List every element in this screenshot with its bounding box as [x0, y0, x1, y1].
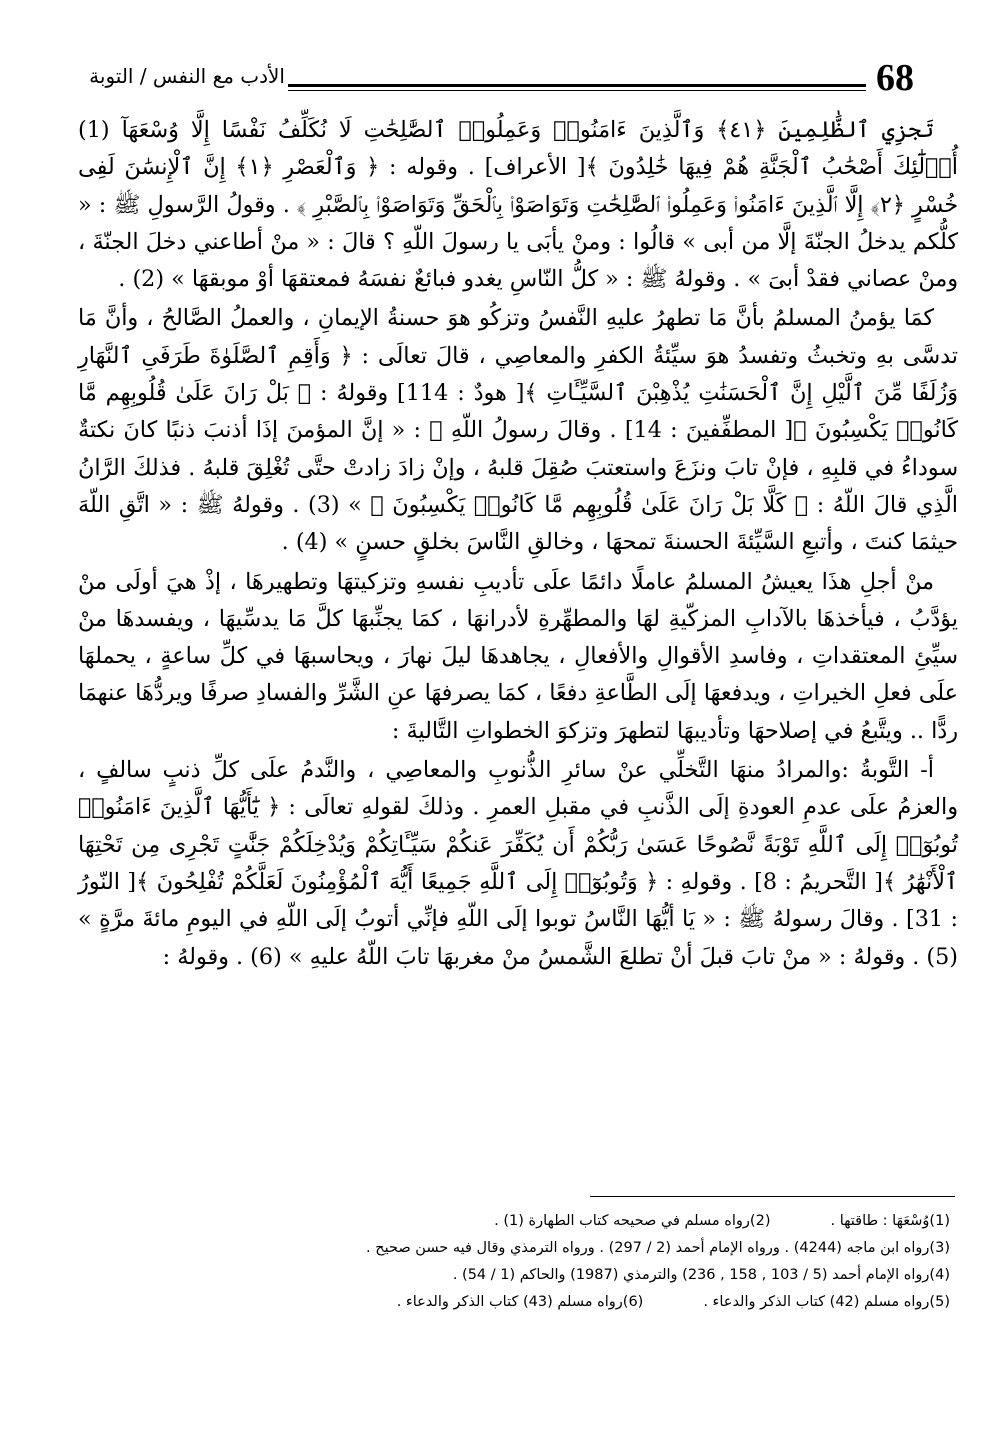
- page-header: [40, 52, 940, 100]
- header-rule-thin: [288, 90, 866, 91]
- footnote-line: [120, 1208, 950, 1235]
- footnote-separator: [590, 1196, 955, 1197]
- footnotes: [120, 1208, 950, 1316]
- footnote: (1)وُسْعَهَا : طاقتها .: [830, 1213, 950, 1229]
- footnote: (3)رواه ابن ماجه (4244) . ورواه الإمام أحمد (2 / 297) . ورواه الترمذي وقال فيه حسن صحيح .: [366, 1240, 950, 1256]
- paragraph: منْ أجلِ هذَا يعيشُ المسلمُ عاملًا دائمًا علَى تأديبِ نفسهِ وتزكيتهَا وتطهيرهَا ، إذْ هيَ أولَى منْ يؤدَّبُ ، فيأخذهَا بالآدابِ المزكّيةِ لهَا والمطهِّرةِ لأدرانهَا ، كمَا يجنِّبهَا كلَّ مَا يدسِّيهَا ، ويفسدهَا منْ سيِّئِ المعتقداتِ ، وفاسدِ الأقوالِ والأفعالِ ، يجاهدهَا ليلَ نهارَ ، ويحاسبهَا في كلِّ ساعةٍ ، يحملهَا علَى فعلِ الخيراتِ ، ويدفعهَا إلَى الطَّاعةِ دفعًا ، كمَا يصرفهَا عنِ الشَّرِّ والفسادِ صرفًا ويردُّهَا عنهمَا ردًّا .. ويتَّبعُ في إصلاحهَا وتأديبهَا لتطهرَ وتزكوَ الخطواتِ التَّاليةَ :: [78, 568, 958, 744]
- footnote-line: [120, 1289, 950, 1316]
- footnote: (5)رواه مسلم (42) كتاب الذكر والدعاء .: [703, 1294, 950, 1310]
- footnote-line: [120, 1262, 950, 1289]
- footnote: (4)رواه الإمام أحمد (5 / 103 , 158 , 236) والترمذي (1987) والحاكم (1 / 54) .: [452, 1267, 950, 1283]
- header-rule: [288, 84, 866, 87]
- footnote-line: [120, 1235, 950, 1262]
- paragraph: تَجزِي ٱلظَّٰلِمِينَ ﴿٤١﴾ وَٱلَّذِينَ ءَامَنُوا۟ وَعَمِلُوا۟ ٱلصَّٰلِحَٰتِ لَا نُكَلِّفُ نَفْسًا إِلَّا وُسْعَهَآ (1) أُو۟لَٰٓئِكَ أَصْحَٰبُ ٱلْجَنَّةِ هُمْ فِيهَا خَٰلِدُونَ ﴾[ الأعراف] . وقوله : ﴿ وَٱلْعَصْرِ ﴿١﴾ إِنَّ ٱلْإِنسَٰنَ لَفِى خُسْرٍ ﴿٢﴾ إِلَّا ٱلَّذِينَ ءَامَنُوا۟ وَعَمِلُوا۟ ٱلصَّٰلِحَٰتِ وَتَوَاصَوْا۟ بِٱلْحَقِّ وَتَوَاصَوْا۟ بِٱلصَّبْرِ ﴾ . وقولُ الرَّسولِ ﷺ : « كلُّكم يدخلُ الجنّةَ إلَّا من أبى » قالُوا : ومنْ يأبَى يا رسولَ اللّهِ ؟ قالَ : « منْ أطاعني دخلَ الجنّةَ ، ومنْ عصاني فقدْ أبىَ » . وقولهُ ﷺ : « كلُّ النّاسِ يغدو فبائعٌ نفسَهُ فمعتقهَا أوْ موبقهَا » (2) .: [78, 117, 958, 293]
- footnote: (6)رواه مسلم (43) كتاب الذكر والدعاء .: [396, 1294, 644, 1310]
- paragraph: أ- التَّوبةُ :والمرادُ منهَا التَّخلِّي عنْ سائرِ الذُّنوبِ والمعاصِي ، والنَّدمُ علَى كلِّ ذنبٍ سالفٍ ، والعزمُ علَى عدمِ العودةِ إلَى الذَّنبِ في مقبلِ العمرِ . وذلكَ لقولهِ تعالَى : ﴿ يَٰٓأَيُّهَا ٱلَّذِينَ ءَامَنُوا۟ تُوبُوٓا۟ إِلَى ٱللَّهِ تَوْبَةً نَّصُوحًا عَسَىٰ رَبُّكُمْ أَن يُكَفِّرَ عَنكُمْ سَيِّـَٔاتِكُمْ وَيُدْخِلَكُمْ جَنَّٰتٍ تَجْرِى مِن تَحْتِهَا ٱلْأَنْهَٰرُ ﴾[ التَّحريمُ : 8] . وقولهِ : ﴿ وَتُوبُوٓا۟ إِلَى ٱللَّهِ جَمِيعًا أَيُّهَ ٱلْمُؤْمِنُونَ لَعَلَّكُمْ تُفْلِحُونَ ﴾[ النّورُ : 31] . وقالَ رسولهُ ﷺ : « يَا أيُّهَا النَّاسُ توبوا إلَى اللّهِ فإنِّي أتوبُ إلَى اللّهِ في اليومِ مائةَ مرَّةٍ » (5) . وقولهُ : « منْ تابَ قبلَ أنْ تطلعَ الشَّمسُ منْ مغربهَا تابَ اللّهُ عليهِ » (6) . وقولهُ :: [78, 757, 958, 970]
- page-number: 68: [876, 57, 914, 99]
- main-text: [78, 112, 958, 976]
- paragraph: كمَا يؤمنُ المسلمُ بأنَّ مَا تطهرُ عليهِ النَّفسُ وتزكُو هوَ حسنةُ الإيمانِ ، والعملُ الصَّالحُ ، وأنَّ مَا تدسَّى بهِ وتخبثُ وتفسدُ هوَ سيِّئةُ الكفرِ والمعاصِي ، قالَ تعالَى : ﴿ وَأَقِمِ ٱلصَّلَوٰةَ طَرَفَىِ ٱلنَّهَارِ وَزُلَفًا مِّنَ ٱلَّيْلِ إِنَّ ٱلْحَسَنَٰتِ يُذْهِبْنَ ٱلسَّيِّـَٔاتِ ﴾[ هودٌ : 114] وقولهُ : ﴿ بَلْ رَانَ عَلَىٰ قُلُوبِهِم مَّا كَانُوا۟ يَكْسِبُونَ ﴾[ المطفِّفينَ : 14] . وقالَ رسولُ اللّهِ ﷺ : « إنَّ المؤمنَ إذَا أذنبَ ذنبًا كانَ نكتةٌ سوداءُ في قلبِهِ ، فإنْ تابَ ونزَعَ واستعتبَ صُقِلَ قلبهُ ، وإنْ زادَ زادتْ حتَّى تُغْلِقَ قلبهُ . فذلكَ الرَّانُ الَّذِي قالَ اللّهُ : ﴿ كَلَّا بَلْ رَانَ عَلَىٰ قُلُوبِهِم مَّا كَانُوا۟ يَكْسِبُونَ ﴾ » (3) . وقولهُ ﷺ : « اتَّقِ اللّهَ حيثمَا كنتَ ، وأتبعِ السَّيِّئةَ الحسنةَ تمحهَا ، وخالقِ النَّاسَ بخلقٍ حسنٍ » (4) .: [78, 305, 958, 556]
- footnote: (2)رواه مسلم في صحيحه كتاب الطهارة (1) .: [494, 1213, 771, 1229]
- running-title: الأدب مع النفس / التوبة: [89, 64, 285, 88]
